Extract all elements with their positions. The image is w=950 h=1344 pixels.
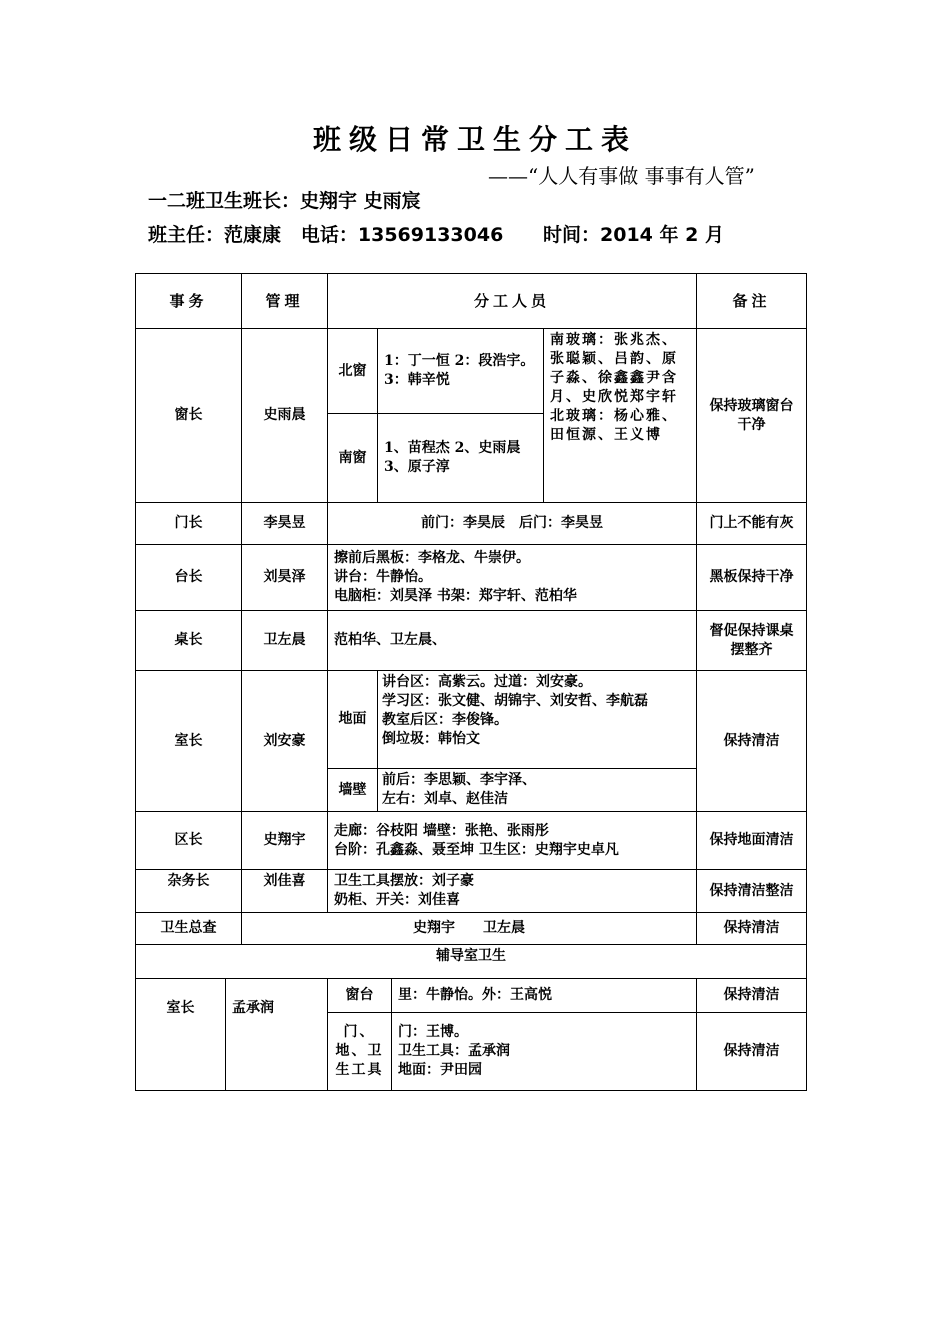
wall-line-2: 左右：刘卓、赵佳洁 (382, 791, 509, 807)
floor-line-2: 学习区：张文健、胡锦宇、刘安哲、李航磊 (382, 693, 649, 709)
table-row (136, 671, 807, 769)
task-platform: 台长 (136, 545, 242, 611)
head-teacher: 班主任：范康康 (148, 224, 282, 246)
manager-window: 史雨晨 (242, 329, 328, 503)
aux-door-note: 保持清洁 (697, 1013, 807, 1091)
note-door: 门上不能有灰 (697, 503, 807, 545)
south-window-label: 南窗 (328, 414, 378, 503)
table-row (136, 870, 807, 913)
manager-door: 李昊昱 (242, 503, 328, 545)
staff-misc (328, 870, 697, 913)
task-inspect: 卫生总查 (136, 913, 242, 945)
note-misc: 保持清洁整洁 (697, 870, 807, 913)
staff-area (328, 812, 697, 870)
task-desk: 桌长 (136, 611, 242, 671)
floor-line-4: 倒垃圾：韩怡文 (382, 731, 481, 747)
floor-label: 地面 (328, 671, 378, 769)
task-door: 门长 (136, 503, 242, 545)
aux-sill-note: 保持清洁 (697, 979, 807, 1013)
area-line-1: 走廊：谷枝阳 墙壁：张艳、张雨彤 (334, 822, 549, 839)
header-manager: 管理 (242, 274, 328, 329)
aux-door-label: 门、地、卫生工具 (328, 1013, 392, 1091)
manager-misc: 刘佳喜 (242, 870, 328, 913)
header-note: 备注 (697, 274, 807, 329)
duty-table (135, 273, 807, 1091)
floor-line-3: 教室后区：李俊锋。 (382, 712, 509, 728)
aux-task: 室长 (136, 979, 226, 1091)
note-area: 保持地面清洁 (697, 812, 807, 870)
platform-line-1: 擦前后黑板：李格龙、牛崇伊。 (334, 550, 531, 566)
floor-staff (378, 671, 697, 769)
staff-desk: 范柏华、卫左晨、 (328, 611, 697, 671)
table-row (136, 503, 807, 545)
aux-door-line-1: 门：王博。 (398, 1024, 469, 1040)
staff-platform (328, 545, 697, 611)
note-desk: 督促保持课桌摆整齐 (697, 611, 807, 671)
manager-room: 刘安豪 (242, 671, 328, 812)
task-misc: 杂务长 (136, 870, 242, 913)
north-window-staff: 1：丁一恒 2：段浩宇。3：韩辛悦 (378, 329, 544, 414)
glass-staff: 南玻璃：张兆杰、张聪颖、吕韵、原子淼、徐鑫鑫尹含月、史欣悦郑宇轩 北玻璃：杨心雅、田恒源、王义博 (544, 329, 697, 503)
header-staff: 分工人员 (328, 274, 697, 329)
platform-line-2: 讲台：牛静怡。 (334, 569, 433, 585)
page-subtitle: ——“人人有事做 事事有人管” (488, 164, 755, 188)
table-row (136, 913, 807, 945)
aux-sill-staff: 里：牛静怡。外：王高悦 (392, 979, 697, 1013)
table-row (136, 812, 807, 870)
phone-number: 电话：13569133046 (300, 224, 504, 246)
south-window-staff: 1、苗程杰 2、史雨晨 3、原子淳 (378, 414, 544, 503)
task-area: 区长 (136, 812, 242, 870)
task-window: 窗长 (136, 329, 242, 503)
staff-inspect: 史翔宇 卫左晨 (242, 913, 697, 945)
floor-line-1: 讲台区：高紫云。过道：刘安豪。 (382, 674, 593, 690)
task-room: 室长 (136, 671, 242, 812)
aux-door-line-3: 地面：尹田园 (398, 1062, 483, 1078)
wall-staff (378, 769, 697, 812)
manager-platform: 刘昊泽 (242, 545, 328, 611)
note-platform: 黑板保持干净 (697, 545, 807, 611)
table-row (136, 611, 807, 671)
platform-line-3: 电脑柜：刘昊泽 书架：郑宇轩、范柏华 (334, 588, 577, 604)
aux-sill-label: 窗台 (328, 979, 392, 1013)
info-line (148, 220, 724, 247)
table-row (136, 329, 807, 414)
manager-desk: 卫左晨 (242, 611, 328, 671)
staff-door: 前门：李昊辰 后门：李昊昱 (328, 503, 697, 545)
misc-line-2: 奶柜、开关：刘佳喜 (334, 892, 461, 908)
date: 时间：2014 年 2 月 (543, 224, 724, 246)
note-room: 保持清洁 (697, 671, 807, 812)
table-row (136, 979, 807, 1013)
wall-label: 墙壁 (328, 769, 378, 812)
header-task: 事务 (136, 274, 242, 329)
page-title: 班级日常卫生分工表 (312, 123, 637, 156)
manager-area: 史翔宇 (242, 812, 328, 870)
wall-line-1: 前后：李思颖、李宇泽、 (382, 772, 537, 788)
north-window-label: 北窗 (328, 329, 378, 414)
table-row (136, 545, 807, 611)
aux-manager: 孟承润 (226, 979, 328, 1091)
note-inspect: 保持清洁 (697, 913, 807, 945)
aux-door-staff (392, 1013, 697, 1091)
header-row (136, 274, 807, 329)
aux-section-title: 辅导室卫生 (136, 945, 807, 979)
class-leaders: 一二班卫生班长：史翔宇 史雨宸 (148, 190, 421, 212)
misc-line-1: 卫生工具摆放：刘子豪 (334, 873, 475, 889)
aux-door-line-2: 卫生工具：孟承润 (398, 1043, 511, 1059)
table-row (136, 945, 807, 979)
note-window: 保持玻璃窗台干净 (697, 329, 807, 503)
area-line-2: 台阶：孔鑫淼、聂至坤 卫生区：史翔宇史卓凡 (334, 841, 619, 858)
